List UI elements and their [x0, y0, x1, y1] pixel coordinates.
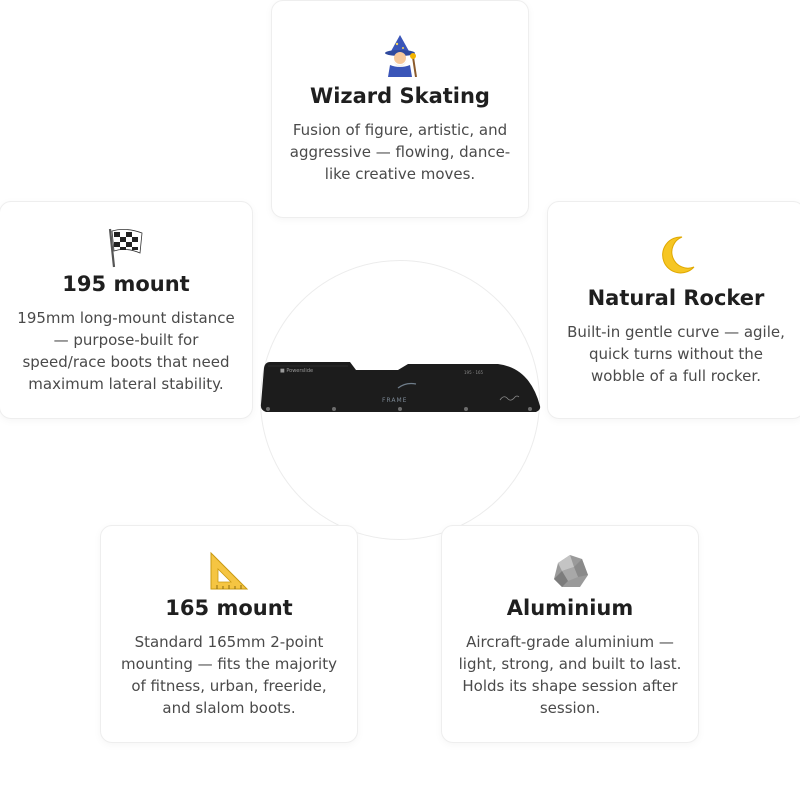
triangular-ruler-icon: [207, 549, 251, 597]
feature-title: Natural Rocker: [587, 286, 765, 311]
feature-title: 165 mount: [165, 596, 293, 621]
skate-frame-image: [258, 356, 542, 424]
svg-text:FRAME: FRAME: [382, 397, 408, 404]
feature-description: Aircraft-grade aluminium — light, strong, and built to last. Holds its shape session after session.: [458, 632, 682, 717]
feature-title: 195 mount: [62, 272, 190, 297]
feature-title: Wizard Skating: [310, 84, 490, 109]
feature-card-natural-rocker: [547, 201, 800, 419]
rock-icon: [548, 549, 592, 597]
svg-text:195 · 165: 195 · 165: [464, 370, 484, 375]
feature-description: Standard 165mm 2-point mounting — fits the majority of fitness, urban, freeride, and slalom boots.: [121, 632, 337, 717]
feature-description: Fusion of figure, artistic, and aggressive — flowing, dance- like creative moves.: [289, 120, 511, 183]
feature-card-195-mount: [0, 201, 253, 419]
crescent-moon-icon: [654, 233, 698, 281]
svg-text:■ Powerslide: ■ Powerslide: [280, 368, 314, 374]
feature-title: Aluminium: [506, 596, 634, 621]
wizard-icon: [378, 33, 422, 81]
feature-card-aluminium: [441, 525, 699, 743]
checkered-flag-icon: [104, 225, 148, 273]
feature-card-165-mount: [100, 525, 358, 743]
feature-card-wizard-skating: [271, 0, 529, 218]
feature-description: Built-in gentle curve — agile, quick turns without the wobble of a full rocker.: [567, 322, 785, 385]
feature-description: 195mm long-mount distance — purpose-built for speed/race boots that need maximum lateral stability.: [17, 308, 235, 393]
